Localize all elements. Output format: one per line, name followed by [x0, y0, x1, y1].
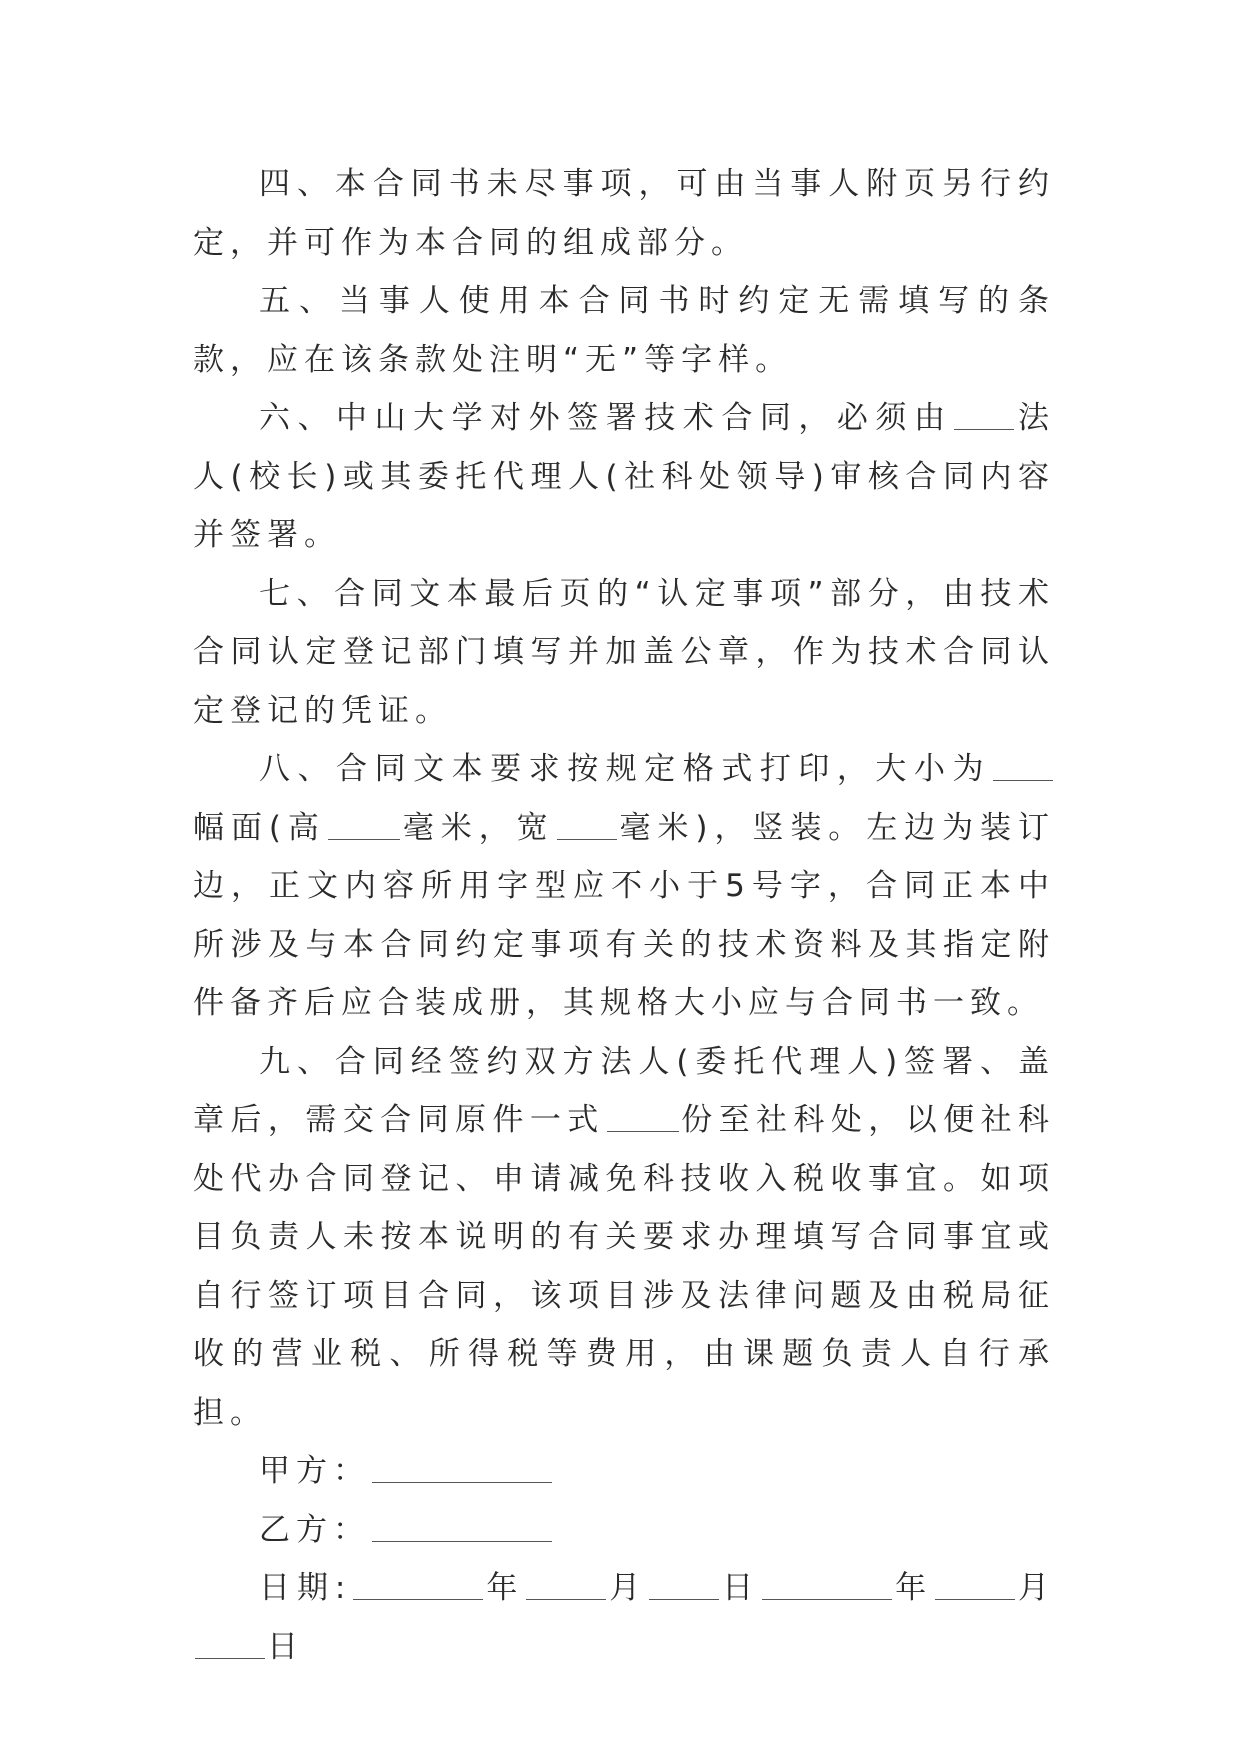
date-month-blank-2[interactable] — [935, 1568, 1015, 1600]
paragraph-6-part-a: 六、中山大学对外签署技术合同，必须由 — [259, 400, 953, 436]
date-day-blank-2[interactable] — [195, 1627, 265, 1659]
date-year-label-1: 年 — [485, 1570, 525, 1606]
party-b-label: 乙方： — [259, 1511, 370, 1548]
document-body — [193, 155, 1055, 1676]
paragraph-9-part-b: 份至社科处，以便社科处代办合同登记、申请减免科技收入税收事宜。如项目负责人未按本说明的有关要求办理填写合同事宜或自行签订项目合同，该项目涉及法律问题及由税局征收的营业税、所得税等费用，由课题负责人自行承担。 — [193, 1102, 1056, 1431]
paragraph-6 — [193, 389, 1055, 565]
date-year-blank-1[interactable] — [353, 1568, 483, 1600]
copies-blank[interactable] — [607, 1100, 679, 1132]
date-month-label-1: 月 — [608, 1570, 648, 1606]
party-b-blank[interactable] — [372, 1510, 552, 1542]
paper-size-blank[interactable] — [993, 749, 1053, 781]
date-line — [193, 1559, 1055, 1676]
paragraph-5: 五、当事人使用本合同书时约定无需填写的条款，应在该条款处注明“无”等字样。 — [193, 283, 1055, 378]
paragraph-4: 四、本合同书未尽事项，可由当事人附页另行约定，并可作为本合同的组成部分。 — [193, 166, 1055, 261]
paragraph-9 — [193, 1033, 1055, 1443]
paragraph-7: 七、合同文本最后页的“认定事项”部分，由技术合同认定登记部门填写并加盖公章，作为技术合同认定登记的凭证。 — [193, 575, 1055, 729]
paragraph-8-part-d: 毫米)，竖装。左边为装订边，正文内容所用字型应不小于5号字，合同正本中所涉及与本合同约定事项有关的技术资料及其指定附件备齐后应合装成册，其规格大小应与合同书一致。 — [193, 809, 1055, 1021]
party-a-label: 甲方： — [259, 1453, 370, 1489]
signatory-blank[interactable] — [954, 398, 1014, 430]
date-month-label-2: 月 — [1017, 1570, 1056, 1606]
height-mm-blank[interactable] — [328, 808, 400, 840]
paragraph-8-part-c: 毫米，宽 — [401, 809, 555, 846]
party-b-line — [193, 1501, 1055, 1560]
date-day-label-2: 日 — [267, 1628, 304, 1665]
date-month-blank-1[interactable] — [526, 1568, 606, 1600]
paragraph-8-part-a: 八、合同文本要求按规定格式打印，大小为 — [259, 751, 991, 787]
date-year-blank-2[interactable] — [762, 1568, 892, 1600]
paragraph-8 — [193, 740, 1055, 1033]
date-label: 日期: — [259, 1570, 352, 1606]
paragraph-6-part-b: 法人(校长)或其委托代理人(社科处领导)审核合同内容并签署。 — [193, 400, 1056, 553]
width-mm-blank[interactable] — [557, 808, 617, 840]
party-a-line — [193, 1442, 1055, 1501]
paragraph-8-part-b: 幅面(高 — [193, 809, 326, 846]
paragraph-9-part-a: 九、合同经签约双方法人(委托代理人)签署、盖章后，需交合同原件一式 — [193, 1043, 1055, 1138]
date-day-blank-1[interactable] — [649, 1568, 719, 1600]
date-day-label-1: 日 — [721, 1570, 761, 1606]
party-a-blank[interactable] — [372, 1451, 552, 1483]
date-year-label-2: 年 — [894, 1570, 934, 1606]
